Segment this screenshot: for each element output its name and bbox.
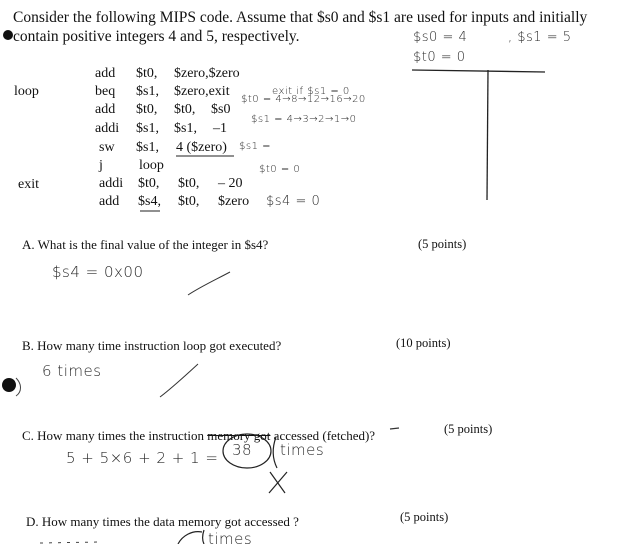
margin-vertical-line [487, 70, 488, 200]
code-a-6: $t0, [138, 176, 160, 191]
code-op-6: addi [99, 176, 124, 191]
code-note-3: $s1 = 4→3→2→1→0 [251, 114, 357, 125]
question-d: D. How many times the data memory got accessed ? [26, 514, 299, 529]
intro-line-1: Consider the following MIPS code. Assume that $s0 and $s1 are used for inputs and initially [13, 9, 588, 26]
code-a-1: $s1, [136, 84, 159, 99]
binder-hole-mark [2, 378, 16, 392]
code-a-4: $s1, [136, 140, 159, 155]
code-op-3: addi [95, 121, 120, 136]
label-exit: exit [18, 177, 39, 192]
question-c-struck: memory got [207, 428, 271, 443]
code-note-2: $t0 = 4→8→12→16→20 [241, 94, 366, 105]
code-op-5: j [99, 158, 103, 173]
code-note-7: $s4 = 0 [266, 194, 321, 209]
code-op-4: sw [99, 140, 115, 155]
code-a-0: $t0, [136, 66, 158, 81]
answer-a: $s4 = 0x00 [52, 263, 144, 281]
note-s1: , $s1 = 5 [508, 30, 572, 45]
code-c-6: – 20 [218, 176, 243, 191]
dash-mark-c [390, 428, 399, 429]
code-op-1: beq [95, 84, 116, 99]
question-c-before: C. How many times the instruction [22, 428, 208, 443]
code-b-6: $t0, [178, 176, 200, 191]
code-a-7: $s4, [138, 194, 161, 209]
label-loop: loop [14, 84, 39, 99]
question-b: B. How many time instruction loop got executed? [22, 338, 282, 353]
code-b-4: 4 ($zero) [176, 140, 227, 155]
code-b-0: $zero,$zero [174, 66, 240, 81]
answer-d: times [208, 530, 253, 548]
code-note-4: $s1 = [239, 141, 271, 152]
code-note-1: exit if $s1 = 0 [272, 86, 350, 97]
code-c-2: $s0 [211, 102, 231, 117]
circle-partial-d [178, 532, 202, 544]
answer-c-value: 38 [232, 441, 253, 459]
points-a: (5 points) [418, 237, 467, 251]
code-c-7: $zero [218, 194, 250, 209]
code-c-3: –1 [213, 121, 227, 136]
code-op-0: add [95, 66, 116, 81]
check-mark-b [160, 364, 198, 397]
code-a-3: $s1, [136, 121, 159, 136]
code-b-3: $s1, [174, 121, 197, 136]
intro-line-2: contain positive integers 4 and 5, respectively. [13, 28, 300, 45]
answer-b: 6 times [42, 362, 102, 380]
points-d: (5 points) [400, 510, 449, 524]
answer-c-unit: times [280, 441, 325, 459]
code-b-2: $t0, [174, 102, 196, 117]
check-mark-a [188, 272, 230, 295]
intro-bullet-mark [3, 30, 13, 40]
scribble-bottom [40, 542, 100, 543]
note-s0: $s0 = 4 [413, 30, 468, 45]
code-note-5: $t0 = 0 [259, 164, 301, 175]
question-c-after: accessed (fetched)? [270, 428, 376, 443]
code-a-2: $t0, [136, 102, 158, 117]
code-a-5: loop [139, 158, 164, 173]
code-op-2: add [95, 102, 116, 117]
notes-underline [412, 70, 545, 72]
points-b: (10 points) [396, 336, 451, 350]
points-c: (5 points) [444, 422, 493, 436]
note-t0: $t0 = 0 [413, 50, 466, 65]
code-op-7: add [99, 194, 120, 209]
x-mark-c [270, 472, 285, 493]
answer-c-expr: 5 + 5×6 + 2 + 1 = [66, 449, 219, 467]
code-b-7: $t0, [178, 194, 200, 209]
code-b-1: $zero,exit [174, 84, 230, 99]
question-a: A. What is the final value of the integer in $s4? [22, 237, 269, 252]
